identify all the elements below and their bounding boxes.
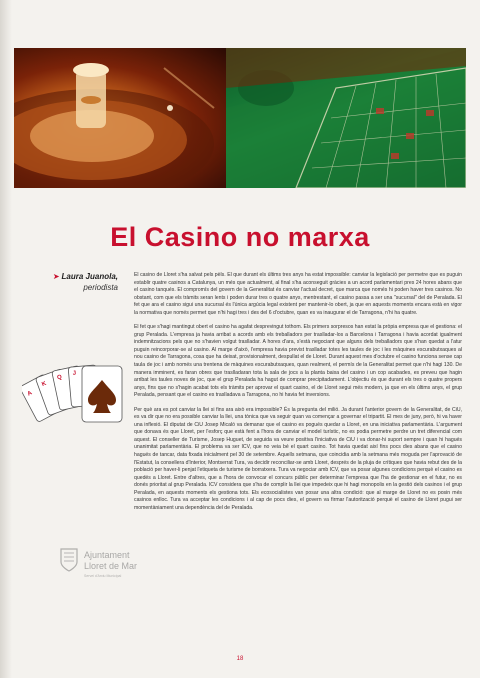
- svg-text:A: A: [26, 390, 34, 398]
- author-byline: [28, 271, 118, 293]
- author-name: Laura Juanola,: [61, 272, 118, 281]
- author-role: periodista: [83, 283, 118, 292]
- svg-text:K: K: [41, 380, 48, 389]
- logo-line-1: Ajuntament: [84, 550, 130, 560]
- paragraph: Per què ara es pot canviar la llei si fins ara això era impossible? És la pregunta del milió. Ja durant l'anterior govern de la Generalitat, de CiU, es va dir que no era possible canviar la llei, una tònica que va seguir quan va començar a governar el tripartit. El mes de juny, però, hi va haver una inflexió. El diputat de CiU Josep Micaló va demanar que el casino es pogués quedar a Lloret, en una iniciativa parlamentària. L'argument que donava és que Lloret, per l'esforç que està fent a l'hora de canviar el model turístic, no es podia permetre perdre un tret diferencial com aquest. El conseller de Turisme, Josep Huguet, de seguida va veure positiva l'iniciativa de CiU i va donar-hi suport sempre i quan hi hagués unanimitat parlamentària. El problema va ser ICV, que no veia bé el quart casino. Tot havia quedat així fins pocs dies abans que el casino hagués de tancar, data fixada inicialment pel 30 de setembre. Aquells setmana, que coincidia amb la setmana més moguda per l'aprovació de l'Estatut, la consellera d'Interior, Montserrat Tura, va decidir reconciliar-se amb Lloret, després de la pluja de crítiques que havia rebut des de la població per haver-li penjat l'etiqueta de turisme de borratxera. Tura va negociar amb ICV, que va posar algunes condicions perquè el casino es quedés a Lloret. Entre d'altres, que a l'hora de convocar el concurs públic per determinar l'empresa que l'ha de gestionar en el futur, no es donés prioritat al grup Peralada. ICV considera que s'ha de complir la llei que impedeix que hi hagi monopolis en la gestió dels casinos i el grup Peralada, en aquests moments els gestiona tots. Els ecosocialistes van posar una altra condició: que al marge de Lloret no es posin més casinos enlloc. Tura va acceptar les condicions i al cap de pocs dies, el govern va firmar l'autorització perquè el casino de Lloret pugui ser momentàniament una dependència del de Peralada.: [134, 406, 462, 511]
- article-title: El Casino no marxa: [110, 222, 370, 252]
- crest-icon: [60, 548, 78, 572]
- logo-line-3: Servei d'Arxiu Municipal: [84, 574, 122, 578]
- playing-cards-illustration: [22, 360, 132, 440]
- roulette-photo: [14, 48, 226, 188]
- svg-text:J: J: [72, 370, 77, 377]
- arrow-icon: ➤: [52, 272, 60, 281]
- header-photos: [14, 48, 466, 188]
- svg-text:Q: Q: [56, 374, 63, 382]
- casino-table-photo: [226, 48, 466, 188]
- paragraph: El casino de Lloret s'ha salvat pels pèls. El que durant els últims tres anys ha estat impossible: canviar la legislació per permetre que es puguin establir quatre casinos a Catalunya, un més que actualment, al final s'ha aconseguit gràcies a un acord parlamentari pres 24 hores abans que el casino tanqués. El compromís del govern de la Generalitat és canviar l'actual decret, que marca que només hi poden haver tres casinos. No obstant, com que els tràmits seran lents i poden durar tres o quatre anys, mentrestant, el casino passa a ser una "sucursal" del de Peralada. El fet que ara el casino sigui una sucursal és l'única argúcia legal existent per mantenir-lo obert, ja que en aquests moments encara està en vigor la normativa que només permet que n'hi hagi tres i des del 6 d'octubre, quan es va inaugurar el de Tarragona, n'hi ha quatre.: [134, 272, 462, 316]
- ajuntament-logo: [60, 548, 146, 594]
- page-number: 18: [236, 656, 244, 662]
- article-body: [134, 272, 462, 519]
- logo-line-2: Lloret de Mar: [84, 561, 138, 571]
- page-binding-shadow: [0, 0, 12, 678]
- paragraph: El fet que s'hagi mantingut obert el casino ha agafat desprevingut tothom. Els primers sorpresos han estat la pròpia empresa que el gestiona: el grup Peralada. L'empresa ja havia arribat a acords amb els treballadors per traslladar-los a Barcelona i Tarragona i havia acordat igualment indemnitzacions pels que no s'havien volgut traslladar. A hores d'ara, s'està negociant que alguns dels treballadors que s'han quedat a l'atur puguin reincorporar-se al casino. Al marge d'això, l'empresa havia previst traslladar totes les taules de joc i les màquines escurabutxaques al nou casino de Tarragona, cosa que ha deixat, provisionalment, despullat el de Lloret. Durant aquest mes d'octubre el casino funciona sense cap taula de joc i amb només una trentena de màquines escurabutxaques, quan realment, el permís de la Generalitat permet que n'hi hagi 130. De manera imminent, es faran obres que traslladaran tota la sala de jocs a la planta baixa del casino i un cop acabades, es preveu que hagin arribat les taules noves de joc, que el grup Peralada ha hagut de comprar precipitadament. L'objectiu és que durant els tres o quatre propers anys, fins que no s'hagin acabat tots els tràmits per aprovar el quart casino, el de Lloret segui més modern, ja que en els últims anys, el grup Peralada, pensant que el casino es traslladava a Tarragona, no hi havia fet inversions.: [134, 324, 462, 399]
